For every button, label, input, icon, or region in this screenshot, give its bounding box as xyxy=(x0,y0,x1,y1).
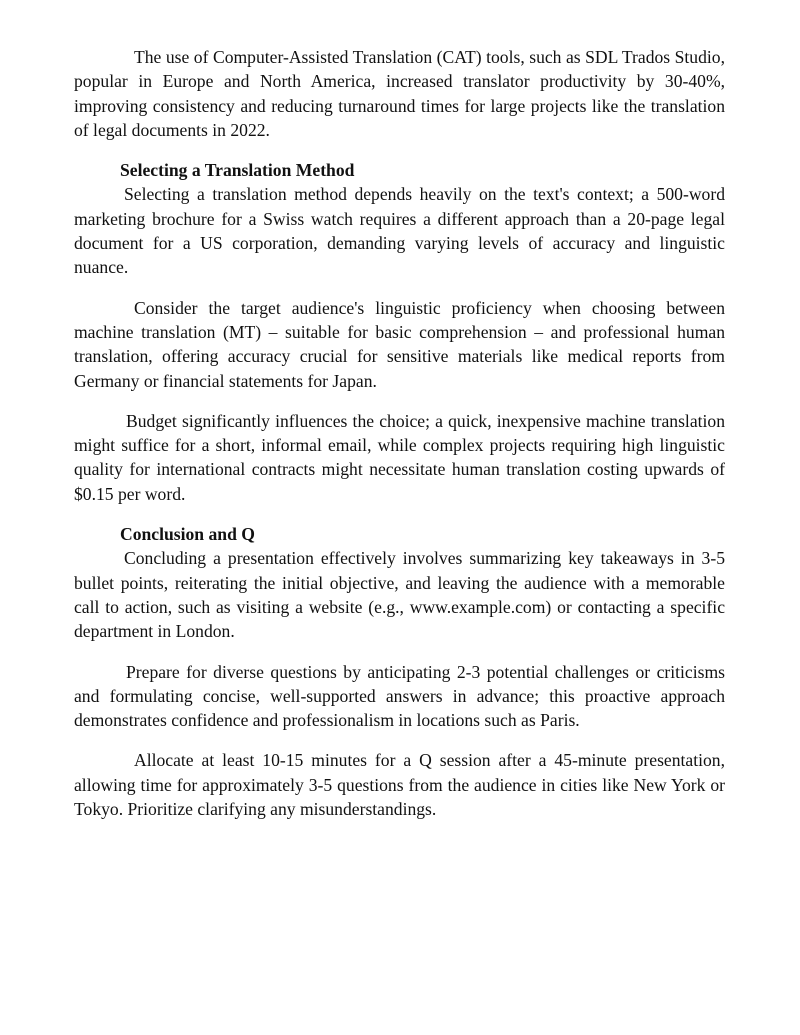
paragraph: Selecting a translation method depends heavily on the text's context; a 500-word marketing brochure for a Swiss watch requires a different approach than a 20-page legal document for a US corporation, demanding varying levels of accuracy and linguistic nuance. xyxy=(74,184,725,278)
intro-paragraph: The use of Computer-Assisted Translation (CAT) tools, such as SDL Trados Studio, popular in Europe and North America, increased translator productivity by 30-40%, improving consistency and reducing turnaround times for large projects like the translation of legal documents in 2022. xyxy=(74,47,725,140)
paragraph: Budget significantly influences the choice; a quick, inexpensive machine translation might suffice for a short, informal email, while complex projects requiring high linguistic quality for international contracts might necessitate human translation costing upwards of $0.15 per word. xyxy=(74,410,725,504)
section-heading-conclusion: Conclusion and Q xyxy=(120,524,255,545)
paragraph: Concluding a presentation effectively involves summarizing key takeaways in 3-5 bullet points, reiterating the initial objective, and leaving the audience with a memorable call to action, such as visiting a website (e.g., www.example.com) or contacting a specific department in London. xyxy=(74,548,725,642)
section-heading-translation-method: Selecting a Translation Method xyxy=(120,160,355,181)
paragraph: Consider the target audience's linguistic proficiency when choosing between machine translation (MT) – suitable for basic comprehension – and professional human translation, offering accuracy crucial for sensitive materials like medical reports from Germany or financial statements for Japan. xyxy=(74,297,725,391)
paragraph: Allocate at least 10-15 minutes for a Q session after a 45-minute presentation, allowing time for approximately 3-5 questions from the audience in cities like New York or Tokyo. Prioritize clarifying any misunderstandings. xyxy=(74,750,725,820)
document-body xyxy=(74,45,725,837)
paragraph: Prepare for diverse questions by anticipating 2-3 potential challenges or criticisms and formulating concise, well-supported answers in advance; this proactive approach demonstrates confidence and professionalism in locations such as Paris. xyxy=(74,661,725,731)
